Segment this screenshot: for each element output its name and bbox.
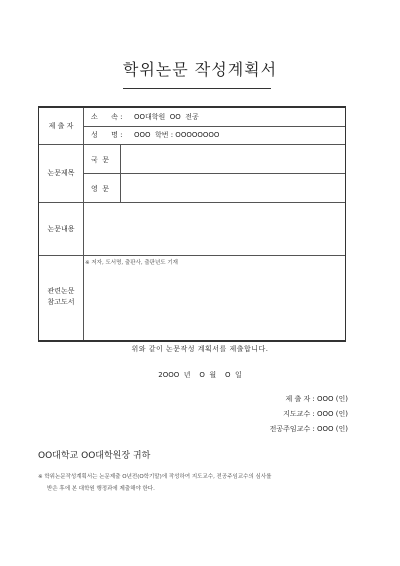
submission-note-line1: ※ 학위논문작성계획서는 논문제출 O년전(O학기말)에 작성하여 지도교수, 전공주임교수의 심사를 [38,474,272,480]
submission-note [38,471,356,495]
references-hint: ※ 저자, 도서명, 출판사, 출판년도 기재 [85,260,178,266]
submission-note-line2: 받은 후에 본 대학원 행정과에 제출해야 한다. [47,486,155,492]
signature-chair: 전공주임교수 : OOO (인) [269,425,348,433]
korean-title-key: 국 문 [91,156,109,164]
row-divider-content [39,255,345,256]
plan-form-table [38,106,346,342]
thesis-title-label: 논문제목 [47,169,75,177]
row-divider-submitter-inner [83,126,345,127]
english-title-key: 영 문 [91,185,109,193]
references-field[interactable] [84,268,345,338]
title-underline [123,88,271,89]
document-title: 학위논문 작성계획서 [122,60,278,79]
affiliation-value[interactable]: OO대학원 OO 전공 [134,113,199,121]
content-field[interactable] [84,203,345,255]
korean-title-field[interactable] [121,144,345,173]
signature-submitter: 제 출 자 : OOO (인) [285,395,348,403]
references-label-line1: 관련논문 [47,287,75,295]
english-title-field[interactable] [121,173,345,202]
name-key: 성 명 : [91,131,123,139]
addressee: OO대학교 OO대학원장 귀하 [38,451,151,461]
references-label-line2: 참고도서 [47,298,75,306]
name-value[interactable]: OOO 학번 : OOOOOOOO [134,131,220,139]
submission-date: 2OOO 년 O 월 O 일 [158,371,242,379]
submitter-label: 제 출 자 [48,122,74,130]
affiliation-key: 소 속 : [91,113,123,121]
signature-advisor: 지도교수 : OOO (인) [283,410,348,418]
content-label: 논문내용 [47,225,75,233]
submission-statement: 위와 같이 논문작성 계획서를 제출합니다. [131,345,269,353]
